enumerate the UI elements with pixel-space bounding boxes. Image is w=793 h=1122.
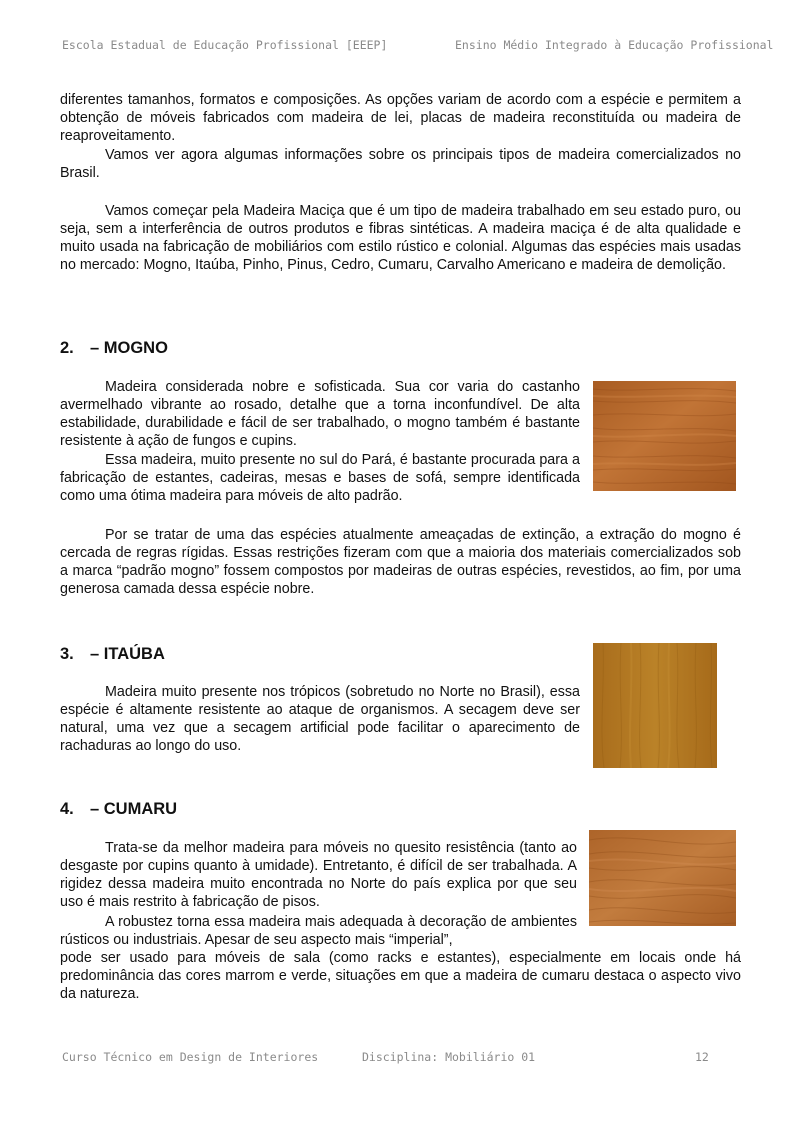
intro-paragraph-3: Vamos começar pela Madeira Maciça que é um tipo de madeira trabalhado em seu estado puro, ou seja, sem a interferência de outros produtos e fibras sintéticas. A madeira maciça é de alta qualidade e muito usada na fabricação de mobiliários com estilo rústico e colonial. Algumas das espécies mais usadas no mercado: Mogno, Itaúba, Pinho, Pinus, Cedro, Cumaru, Carvalho Americano e madeira de demolição. (60, 203, 741, 273)
mogno-paragraph-1: Madeira considerada nobre e sofisticada. Sua cor varia do castanho avermelhado vibrante ao rosado, detalhe que a torna inconfundível. De alta estabilidade, durabilidade e fácil de ser trabalhado, o mogno também é bastante resistente à ação de fungos e cupins. (60, 379, 580, 449)
section-heading-cumaru (60, 800, 177, 819)
itauba-paragraph-1: Madeira muito presente nos trópicos (sobretudo no Norte no Brasil), essa espécie é altamente resistente ao ataque de organismos. A secagem deve ser natural, uma vez que a secagem artificial pode facilitar o aparecimento de rachaduras ao longo do uso. (60, 684, 580, 754)
cumaru-paragraph-2: A robustez torna essa madeira mais adequada à decoração de ambientes rústicos ou industriais. Apesar de seu aspecto mais “imperial”, (60, 914, 577, 948)
page-number: 12 (695, 1050, 709, 1064)
section-title: – CUMARU (90, 800, 178, 818)
section-heading-itauba (60, 645, 165, 664)
footer-discipline: Disciplina: Mobiliário 01 (362, 1050, 536, 1064)
mogno-wood-sample-image (593, 381, 736, 491)
intro-paragraph-1: diferentes tamanhos, formatos e composições. As opções variam de acordo com a espécie e permitem a obtenção de móveis fabricados com madeira de lei, placas de madeira reconstituída ou madeira de reaproveitamento. (60, 92, 741, 144)
cumaru-paragraph-1: Trata-se da melhor madeira para móveis no quesito resistência (tanto ao desgaste por cupins quanto à umidade). Entretanto, é difícil de ser trabalhada. A rigidez dessa madeira muito encontrada no Norte do país explica por que seu uso é mais restrito à fabricação de pisos. (60, 840, 577, 910)
cumaru-wood-sample-image (589, 830, 736, 926)
mogno-paragraph-2: Essa madeira, muito presente no sul do Pará, é bastante procurada para a fabricação de estantes, cadeiras, mesas e bases de sofá, sempre identificada como uma ótima madeira para móveis de alto padrão. (60, 452, 580, 504)
section-number: 4. (60, 800, 74, 818)
section-number: 3. (60, 645, 74, 663)
header-course: Ensino Médio Integrado à Educação Profissional (455, 38, 774, 52)
section-title: – ITAÚBA (90, 645, 165, 663)
cumaru-paragraph-2-continued: pode ser usado para móveis de sala (como racks e estantes), especialmente em locais onde há predominância das cores marrom e verde, situações em que a madeira de cumaru destaca o aspecto vivo da natureza. (60, 950, 741, 1002)
footer-course: Curso Técnico em Design de Interiores (62, 1050, 319, 1064)
section-heading-mogno (60, 339, 168, 358)
section-title: – MOGNO (90, 339, 168, 357)
section-number: 2. (60, 339, 74, 357)
intro-paragraph-2: Vamos ver agora algumas informações sobre os principais tipos de madeira comercializados no Brasil. (60, 147, 741, 181)
itauba-wood-sample-image (593, 643, 717, 768)
mogno-paragraph-3: Por se tratar de uma das espécies atualmente ameaçadas de extinção, a extração do mogno é cercada de regras rígidas. Essas restrições fizeram com que a maioria dos materiais comercializados sob a marca “padrão mogno” fossem compostos por madeiras de outras espécies, revestidos, ao fim, por uma generosa camada dessa espécie nobre. (60, 527, 741, 597)
header-school: Escola Estadual de Educação Profissional [EEEP] (62, 38, 388, 52)
